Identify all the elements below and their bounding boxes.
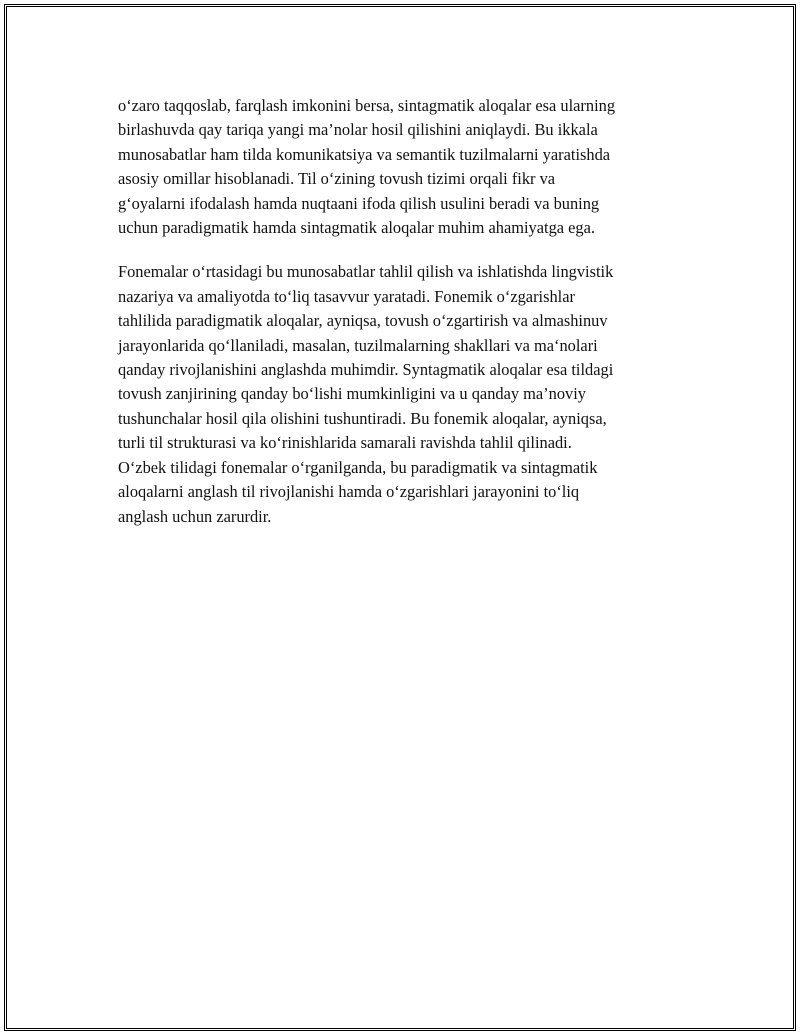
- text-line: uchun paradigmatik hamda sintagmatik aloqalar muhim ahamiyatga ega.: [118, 218, 595, 238]
- text-line: tahlilida paradigmatik aloqalar, ayniqsa, tovush o‘zgartirish va almashinuv: [118, 311, 608, 331]
- paragraph-2: [118, 260, 688, 528]
- paragraph-1: [118, 94, 688, 240]
- text-line: nazariya va amaliyotda to‘liq tasavvur yaratadi. Fonemik o‘zgarishlar: [118, 286, 575, 306]
- document-body: [118, 94, 688, 549]
- text-line: g‘oyalarni ifodalash hamda nuqtaani ifoda qilish usulini beradi va buning: [118, 193, 600, 213]
- text-line: aloqalarni anglash til rivojlanishi hamda o‘zgarishlari jarayonini to‘liq: [118, 482, 580, 502]
- text-line: tovush zanjirining qanday bo‘lishi mumkinligini va u qanday ma’noviy: [118, 384, 586, 404]
- text-line: tushunchalar hosil qila olishini tushuntiradi. Bu fonemik aloqalar, ayniqsa,: [118, 408, 607, 428]
- text-line: Fonemalar o‘rtasidagi bu munosabatlar tahlil qilish va ishlatishda lingvistik: [118, 262, 614, 282]
- text-line: jarayonlarida qo‘llaniladi, masalan, tuzilmalarning shakllari va ma‘nolari: [118, 335, 598, 355]
- text-line: birlashuvda qay tariqa yangi ma’nolar hosil qilishini aniqlaydi. Bu ikkala: [118, 120, 598, 140]
- text-line: o‘zaro taqqoslab, farqlash imkonini bersa, sintagmatik aloqalar esa ularning: [118, 96, 616, 115]
- text-line: asosiy omillar hisoblanadi. Til o‘zining tovush tizimi orqali fikr va: [118, 169, 556, 189]
- text-line: qanday rivojlanishini anglashda muhimdir. Syntagmatik aloqalar esa tildagi: [118, 360, 614, 380]
- text-line: munosabatlar ham tilda komunikatsiya va semantik tuzilmalarni yaratishda: [118, 144, 611, 164]
- page-frame: [7, 7, 793, 1028]
- text-line: turli til strukturasi va ko‘rinishlarida samarali ravishda tahlil qilinadi.: [118, 433, 572, 453]
- text-line: anglash uchun zarurdir.: [118, 506, 272, 526]
- text-line: O‘zbek tilidagi fonemalar o‘rganilganda, bu paradigmatik va sintagmatik: [118, 457, 598, 477]
- document-page: [4, 4, 796, 1031]
